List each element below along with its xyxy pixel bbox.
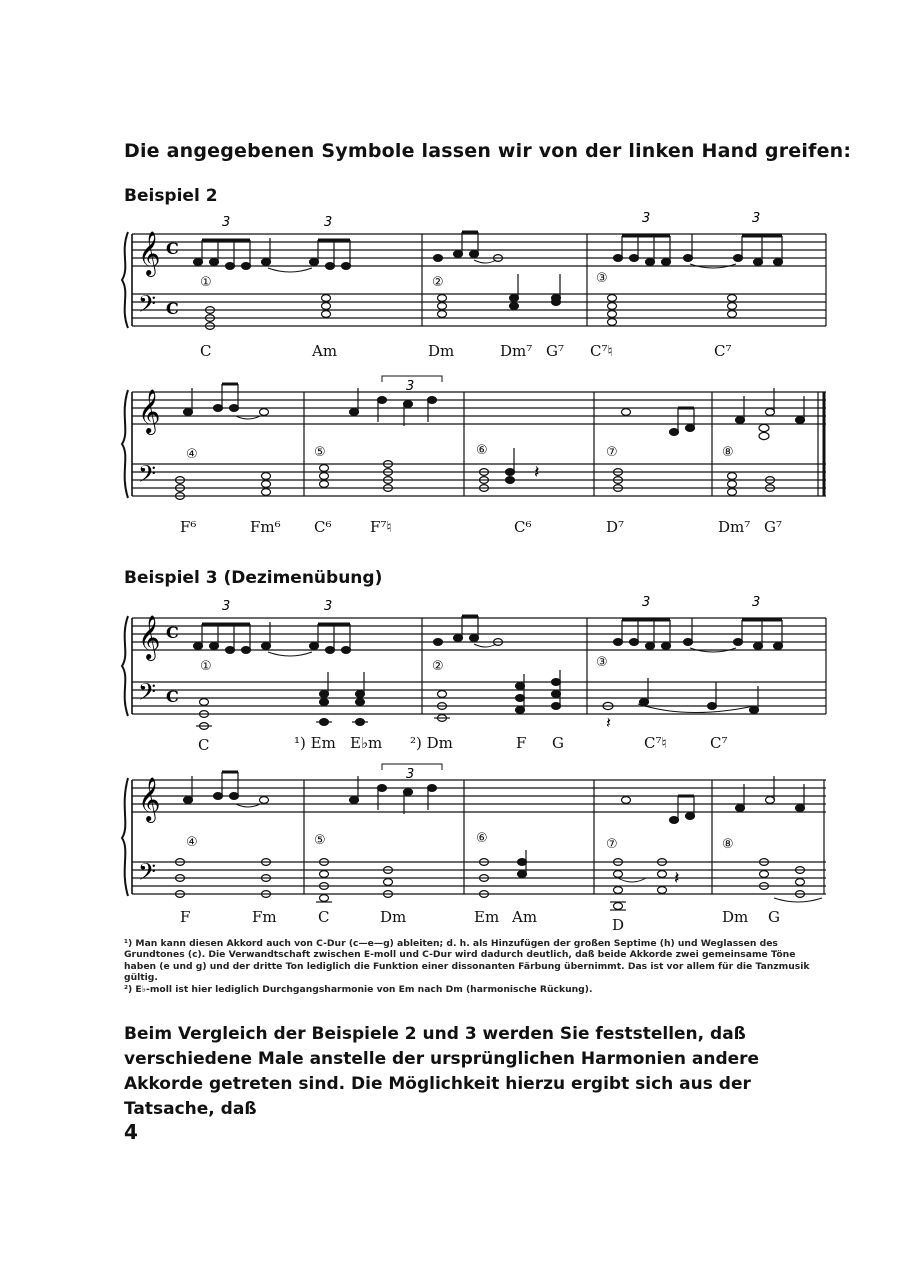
measure-number: ⑧ bbox=[722, 837, 734, 852]
page-number: 4 bbox=[124, 1120, 138, 1144]
triplet-mark: 3 bbox=[752, 595, 761, 610]
measure-number: ② bbox=[432, 659, 444, 674]
chord-symbol: C bbox=[318, 908, 330, 926]
ties bbox=[268, 644, 754, 713]
chord-symbol: C⁷♮ bbox=[644, 734, 667, 752]
triplet-mark: 3 bbox=[222, 215, 231, 230]
triplet-mark: 3 bbox=[222, 599, 231, 614]
example-2-system-2 bbox=[118, 370, 830, 540]
footnote-1: ¹) Man kann diesen Akkord auch von C-Dur (c—e—g) ableiten; d. h. als Hinzufügen der großen Septime (h) und Weglassen des Grundtones (c). Die Verwandtschaft zwischen E-moll und C-Dur wird dadurch deutlich, daß beide Akkorde zwei gemeinsame Töne haben (e und g) und der dritte Ton lediglich die Funktion einer dissonanten Färbung übernimmt. Das ist vor allem für die Tanzmusik gültig. bbox=[124, 938, 810, 984]
chord-symbol: F⁶ bbox=[180, 518, 197, 536]
music-system bbox=[118, 596, 830, 756]
example-2-system-1 bbox=[118, 212, 830, 362]
measure-number: ⑤ bbox=[314, 833, 326, 848]
chord-symbol: G⁷ bbox=[546, 342, 564, 360]
brace bbox=[122, 778, 128, 896]
time-sig: C bbox=[166, 687, 179, 706]
measure-number: ⑦ bbox=[606, 445, 618, 460]
chord-symbol: G bbox=[552, 734, 564, 752]
measure-number: ① bbox=[200, 275, 212, 290]
rest-icon: 𝄽 bbox=[606, 713, 611, 732]
brace bbox=[122, 232, 128, 328]
chord-symbol: C⁷♮ bbox=[590, 342, 613, 360]
bass-clef-icon: 𝄢 bbox=[138, 290, 157, 323]
chord-symbol: Dm⁷ bbox=[500, 342, 533, 360]
bass-clef-icon: 𝄢 bbox=[138, 858, 157, 891]
chord-symbol: Fm bbox=[252, 908, 277, 926]
triplet-mark: 3 bbox=[324, 599, 333, 614]
chord-symbol: G⁷ bbox=[764, 518, 782, 536]
chord-symbol: Dm bbox=[380, 908, 407, 926]
measure-number: ④ bbox=[186, 835, 198, 850]
measure-number: ⑥ bbox=[476, 831, 488, 846]
time-sig: C bbox=[166, 299, 179, 318]
chord-symbol: C bbox=[200, 342, 212, 360]
measure-number: ① bbox=[200, 659, 212, 674]
chord-symbol: F bbox=[180, 908, 191, 926]
example-3-system-2 bbox=[118, 758, 830, 938]
time-sig: C bbox=[166, 623, 179, 642]
bass-chords bbox=[176, 448, 775, 499]
bass-clef-icon: 𝄢 bbox=[138, 460, 157, 493]
treble-clef-icon: 𝄞 bbox=[138, 777, 161, 821]
music-system bbox=[118, 758, 830, 938]
measure-number: ② bbox=[432, 275, 444, 290]
chord-symbol: C bbox=[198, 736, 210, 754]
body-text: Beim Vergleich der Beispiele 2 und 3 werden Sie feststellen, daß verschiedene Male anstelle der ursprünglichen Harmonien andere Akkorde getreten sind. Die Möglichkeit hierzu ergibt sich aus der Tatsache, daß bbox=[124, 1024, 760, 1119]
chord-symbol: Em bbox=[474, 908, 500, 926]
chord-symbol: G bbox=[768, 908, 780, 926]
music-system bbox=[118, 212, 830, 362]
chord-symbol: Dm⁷ bbox=[718, 518, 751, 536]
chord-symbol: Fm⁶ bbox=[250, 518, 281, 536]
triplet-mark: 3 bbox=[324, 215, 333, 230]
footnote-2: ²) E♭-moll ist hier lediglich Durchgangsharmonie von Em nach Dm (harmonische Rückung). bbox=[124, 983, 593, 995]
chord-symbol: ¹) Em bbox=[294, 734, 336, 752]
chord-symbol: C⁶ bbox=[314, 518, 332, 536]
chord-symbol: E♭m bbox=[350, 734, 383, 752]
melody-notes bbox=[194, 232, 783, 269]
triplet-mark: 3 bbox=[752, 211, 761, 226]
triplet-mark: 3 bbox=[406, 767, 415, 782]
triplet-mark: 3 bbox=[642, 211, 651, 226]
example-2-title: Beispiel 2 bbox=[124, 186, 218, 206]
chord-symbol: D⁷ bbox=[606, 518, 625, 536]
treble-clef-icon: 𝄞 bbox=[138, 231, 161, 275]
staff-lines bbox=[132, 234, 826, 326]
bass-chords bbox=[176, 850, 805, 910]
rest-icon: 𝄽 bbox=[534, 462, 540, 483]
music-system bbox=[118, 370, 830, 540]
chord-symbol: Dm bbox=[722, 908, 749, 926]
chord-symbol: Dm bbox=[428, 342, 455, 360]
chord-symbol: C⁶ bbox=[514, 518, 532, 536]
chord-symbol: C⁷ bbox=[710, 734, 728, 752]
chord-symbol: F⁷♮ bbox=[370, 518, 392, 536]
measure-number: ⑥ bbox=[476, 443, 488, 458]
chord-symbol: Am bbox=[312, 342, 338, 360]
triplet-mark: 3 bbox=[406, 379, 415, 394]
brace bbox=[122, 616, 128, 716]
page-heading: Die angegebenen Symbole lassen wir von der linken Hand greifen: bbox=[124, 140, 852, 162]
example-3-title: Beispiel 3 (Dezimenübung) bbox=[124, 568, 383, 588]
chord-symbol: Am bbox=[512, 908, 538, 926]
time-sig: C bbox=[166, 239, 179, 258]
chord-symbol: F bbox=[516, 734, 527, 752]
treble-clef-icon: 𝄞 bbox=[138, 615, 161, 659]
measure-number: ③ bbox=[596, 271, 608, 286]
footnotes bbox=[124, 938, 824, 995]
measure-number: ⑧ bbox=[722, 445, 734, 460]
brace bbox=[122, 390, 128, 498]
measure-number: ④ bbox=[186, 447, 198, 462]
chord-symbol: D bbox=[612, 916, 625, 934]
example-3-system-1 bbox=[118, 596, 830, 756]
chord-symbol: ²) Dm bbox=[410, 734, 453, 752]
body-paragraph bbox=[124, 1022, 824, 1122]
measure-number: ⑦ bbox=[606, 837, 618, 852]
measure-number: ⑤ bbox=[314, 445, 326, 460]
triplet-mark: 3 bbox=[642, 595, 651, 610]
bass-clef-icon: 𝄢 bbox=[138, 678, 157, 711]
rest-icon: 𝄽 bbox=[674, 868, 680, 889]
treble-clef-icon: 𝄞 bbox=[138, 389, 161, 433]
chord-symbol: C⁷ bbox=[714, 342, 732, 360]
melody-notes bbox=[194, 616, 783, 653]
staff-lines bbox=[132, 618, 826, 714]
measure-number: ③ bbox=[596, 655, 608, 670]
bass-chords bbox=[196, 670, 759, 729]
